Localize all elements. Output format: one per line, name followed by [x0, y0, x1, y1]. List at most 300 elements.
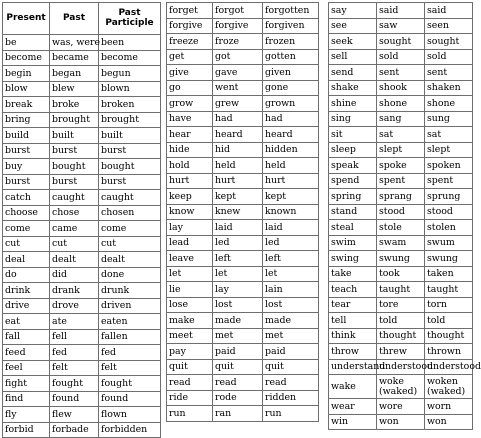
present-cell: burst — [3, 143, 50, 159]
past-participle-cell: flown — [99, 407, 161, 423]
past-cell: spoke — [377, 158, 425, 174]
past-participle-cell: hidden — [263, 142, 319, 158]
table-row — [167, 189, 319, 205]
table-row — [329, 266, 473, 282]
past-participle-cell: shone — [425, 96, 473, 112]
past-participle-cell: sprung — [425, 189, 473, 205]
past-cell: laid — [213, 220, 263, 236]
table-row — [167, 65, 319, 81]
present-cell: run — [167, 406, 213, 422]
table-row — [3, 112, 161, 128]
past-cell: fought — [50, 376, 99, 392]
present-cell: spend — [329, 173, 377, 189]
past-participle-cell: brought — [99, 112, 161, 128]
past-participle-cell: swum — [425, 235, 473, 251]
present-cell: build — [3, 128, 50, 144]
present-cell: shine — [329, 96, 377, 112]
present-cell: let — [167, 266, 213, 282]
past-participle-cell: burst — [99, 174, 161, 190]
past-cell: hid — [213, 142, 263, 158]
table-row — [329, 80, 473, 96]
past-participle-cell: slept — [425, 142, 473, 158]
past-participle-cell: torn — [425, 297, 473, 313]
table-row — [3, 97, 161, 113]
table-row — [3, 81, 161, 97]
table-row — [329, 3, 473, 19]
past-participle-cell: sat — [425, 127, 473, 143]
present-cell: find — [3, 391, 50, 407]
table-row — [167, 80, 319, 96]
past-cell: dealt — [50, 252, 99, 268]
past-participle-cell: fed — [99, 345, 161, 361]
present-cell: become — [3, 50, 50, 66]
past-cell: sprang — [377, 189, 425, 205]
past-participle-cell: read — [263, 375, 319, 391]
table-row — [3, 236, 161, 252]
past-cell: became — [50, 50, 99, 66]
present-cell: pay — [167, 344, 213, 360]
table-row — [329, 399, 473, 415]
past-cell: froze — [213, 34, 263, 50]
table-row — [167, 297, 319, 313]
present-cell: forget — [167, 3, 213, 19]
table-row — [167, 282, 319, 298]
present-cell: make — [167, 313, 213, 329]
past-participle-cell: been — [99, 35, 161, 51]
past-cell: swung — [377, 251, 425, 267]
past-participle-cell: made — [263, 313, 319, 329]
past-participle-cell: paid — [263, 344, 319, 360]
past-cell: broke — [50, 97, 99, 113]
verb-table-2 — [166, 2, 319, 422]
present-cell: read — [167, 375, 213, 391]
past-participle-cell: hurt — [263, 173, 319, 189]
past-participle-cell: spent — [425, 173, 473, 189]
past-participle-cell: broken — [99, 97, 161, 113]
past-cell: told — [377, 313, 425, 329]
table-row — [3, 376, 161, 392]
past-cell: forgive — [213, 18, 263, 34]
verb-table-1 — [2, 2, 161, 438]
present-cell: keep — [167, 189, 213, 205]
table-row — [3, 360, 161, 376]
table-row — [167, 127, 319, 143]
past-participle-cell: forgiven — [263, 18, 319, 34]
table-row — [167, 34, 319, 50]
past-participle-cell: come — [99, 221, 161, 237]
table-row — [167, 18, 319, 34]
past-participle-cell: taken — [425, 266, 473, 282]
past-cell: built — [50, 128, 99, 144]
past-participle-cell: woken (waked) — [425, 375, 473, 399]
present-cell: meet — [167, 328, 213, 344]
past-participle-cell: begun — [99, 66, 161, 82]
present-cell: hear — [167, 127, 213, 143]
table-row — [329, 158, 473, 174]
past-cell: burst — [50, 143, 99, 159]
table-row — [167, 204, 319, 220]
past-participle-cell: swung — [425, 251, 473, 267]
present-cell: win — [329, 414, 377, 430]
table-row — [3, 35, 161, 51]
present-cell: leave — [167, 251, 213, 267]
past-participle-cell: felt — [99, 360, 161, 376]
table-row — [329, 173, 473, 189]
past-participle-cell: known — [263, 204, 319, 220]
past-cell: stole — [377, 220, 425, 236]
present-cell: fall — [3, 329, 50, 345]
present-cell: seek — [329, 34, 377, 50]
present-cell: get — [167, 49, 213, 65]
past-participle-cell: burst — [99, 143, 161, 159]
past-cell: saw — [377, 18, 425, 34]
past-cell: made — [213, 313, 263, 329]
past-participle-cell: become — [99, 50, 161, 66]
table-row — [167, 111, 319, 127]
table-row — [329, 251, 473, 267]
table-row — [329, 328, 473, 344]
past-cell: slept — [377, 142, 425, 158]
past-cell: stood — [377, 204, 425, 220]
present-cell: be — [3, 35, 50, 51]
table-row — [329, 282, 473, 298]
past-participle-cell: seen — [425, 18, 473, 34]
present-cell: freeze — [167, 34, 213, 50]
present-cell: lie — [167, 282, 213, 298]
past-cell: let — [213, 266, 263, 282]
present-cell: forbid — [3, 422, 50, 438]
past-cell: won — [377, 414, 425, 430]
table-row — [329, 375, 473, 399]
present-cell: lead — [167, 235, 213, 251]
present-cell: feel — [3, 360, 50, 376]
past-participle-cell: found — [99, 391, 161, 407]
present-cell: deal — [3, 252, 50, 268]
table-row — [3, 298, 161, 314]
present-cell: fly — [3, 407, 50, 423]
present-cell: quit — [167, 359, 213, 375]
past-cell: went — [213, 80, 263, 96]
past-cell: knew — [213, 204, 263, 220]
past-cell: paid — [213, 344, 263, 360]
present-cell: see — [329, 18, 377, 34]
past-cell: blew — [50, 81, 99, 97]
past-participle-cell: told — [425, 313, 473, 329]
header-present: Present — [3, 3, 50, 35]
past-cell: wore — [377, 399, 425, 415]
past-cell: lay — [213, 282, 263, 298]
present-cell: speak — [329, 158, 377, 174]
present-cell: throw — [329, 344, 377, 360]
table-row — [3, 422, 161, 438]
present-cell: take — [329, 266, 377, 282]
table-row — [329, 235, 473, 251]
table-row — [3, 50, 161, 66]
present-cell: catch — [3, 190, 50, 206]
past-cell: threw — [377, 344, 425, 360]
past-cell: shone — [377, 96, 425, 112]
past-participle-cell: blown — [99, 81, 161, 97]
present-cell: begin — [3, 66, 50, 82]
present-cell: sleep — [329, 142, 377, 158]
present-cell: burst — [3, 174, 50, 190]
table-row — [329, 96, 473, 112]
past-participle-cell: drunk — [99, 283, 161, 299]
past-cell: taught — [377, 282, 425, 298]
past-participle-cell: fallen — [99, 329, 161, 345]
past-participle-cell: won — [425, 414, 473, 430]
past-participle-cell: built — [99, 128, 161, 144]
past-cell: grew — [213, 96, 263, 112]
table-row — [167, 328, 319, 344]
table-row — [329, 220, 473, 236]
present-cell: teach — [329, 282, 377, 298]
past-participle-cell: lost — [263, 297, 319, 313]
past-cell: was, were — [50, 35, 99, 51]
table-row — [3, 143, 161, 159]
past-participle-cell: sought — [425, 34, 473, 50]
table-row — [329, 34, 473, 50]
past-cell: began — [50, 66, 99, 82]
table-row — [3, 267, 161, 283]
past-participle-cell: forbidden — [99, 422, 161, 438]
table-row — [329, 49, 473, 65]
table-row — [167, 3, 319, 19]
present-cell: stand — [329, 204, 377, 220]
past-cell: gave — [213, 65, 263, 81]
past-participle-cell: gotten — [263, 49, 319, 65]
present-cell: do — [3, 267, 50, 283]
past-cell: did — [50, 267, 99, 283]
past-cell: rode — [213, 390, 263, 406]
present-cell: shake — [329, 80, 377, 96]
past-participle-cell: quit — [263, 359, 319, 375]
present-cell: break — [3, 97, 50, 113]
table-row — [167, 49, 319, 65]
past-cell: left — [213, 251, 263, 267]
past-cell: forbade — [50, 422, 99, 438]
past-participle-cell: understood — [425, 359, 473, 375]
past-participle-cell: grown — [263, 96, 319, 112]
past-cell: fell — [50, 329, 99, 345]
table-row — [3, 190, 161, 206]
present-cell: feed — [3, 345, 50, 361]
past-participle-cell: thought — [425, 328, 473, 344]
present-cell: choose — [3, 205, 50, 221]
past-participle-cell: thrown — [425, 344, 473, 360]
past-cell: understood — [377, 359, 425, 375]
present-cell: spring — [329, 189, 377, 205]
past-cell: met — [213, 328, 263, 344]
past-participle-cell: laid — [263, 220, 319, 236]
past-cell: forgot — [213, 3, 263, 19]
past-participle-cell: caught — [99, 190, 161, 206]
table-row — [167, 235, 319, 251]
past-cell: sent — [377, 65, 425, 81]
past-participle-cell: driven — [99, 298, 161, 314]
past-participle-cell: ridden — [263, 390, 319, 406]
header-past-participle: Past Participle — [99, 3, 161, 35]
table-row — [167, 313, 319, 329]
past-participle-cell: bought — [99, 159, 161, 175]
table-row — [3, 128, 161, 144]
past-cell: sat — [377, 127, 425, 143]
present-cell: grow — [167, 96, 213, 112]
present-cell: lose — [167, 297, 213, 313]
past-cell: thought — [377, 328, 425, 344]
present-cell: wear — [329, 399, 377, 415]
past-cell: said — [377, 3, 425, 19]
table-row — [167, 406, 319, 422]
present-cell: cut — [3, 236, 50, 252]
past-cell: drank — [50, 283, 99, 299]
past-cell: kept — [213, 189, 263, 205]
past-cell: woke (waked) — [377, 375, 425, 399]
present-cell: understand — [329, 359, 377, 375]
present-cell: wake — [329, 375, 377, 399]
table-row — [329, 414, 473, 430]
table-row — [167, 344, 319, 360]
past-participle-cell: sent — [425, 65, 473, 81]
past-cell: sang — [377, 111, 425, 127]
present-cell: tear — [329, 297, 377, 313]
verb-table-3 — [328, 2, 481, 430]
present-cell: drink — [3, 283, 50, 299]
past-participle-cell: run — [263, 406, 319, 422]
past-participle-cell: worn — [425, 399, 473, 415]
table-row — [167, 96, 319, 112]
present-cell: say — [329, 3, 377, 19]
present-cell: swing — [329, 251, 377, 267]
past-participle-cell: lain — [263, 282, 319, 298]
past-cell: chose — [50, 205, 99, 221]
past-cell: ran — [213, 406, 263, 422]
past-participle-cell: left — [263, 251, 319, 267]
present-cell: sing — [329, 111, 377, 127]
past-participle-cell: given — [263, 65, 319, 81]
past-participle-cell: gone — [263, 80, 319, 96]
present-cell: think — [329, 328, 377, 344]
table-row — [329, 313, 473, 329]
present-cell: fight — [3, 376, 50, 392]
past-participle-cell: spoken — [425, 158, 473, 174]
past-cell: flew — [50, 407, 99, 423]
past-participle-cell: kept — [263, 189, 319, 205]
table-row — [329, 204, 473, 220]
past-participle-cell: held — [263, 158, 319, 174]
past-cell: sold — [377, 49, 425, 65]
past-participle-cell: sung — [425, 111, 473, 127]
present-cell: tell — [329, 313, 377, 329]
past-cell: came — [50, 221, 99, 237]
table-row — [3, 391, 161, 407]
past-participle-cell: fought — [99, 376, 161, 392]
table-row — [329, 359, 473, 375]
past-participle-cell: sold — [425, 49, 473, 65]
table-row — [329, 189, 473, 205]
table-row — [167, 266, 319, 282]
present-cell: blow — [3, 81, 50, 97]
present-cell: bring — [3, 112, 50, 128]
past-cell: ate — [50, 314, 99, 330]
past-cell: brought — [50, 112, 99, 128]
table-row — [167, 220, 319, 236]
present-cell: drive — [3, 298, 50, 314]
present-cell: steal — [329, 220, 377, 236]
past-participle-cell: cut — [99, 236, 161, 252]
present-cell: swim — [329, 235, 377, 251]
table-row — [329, 65, 473, 81]
table-row — [167, 375, 319, 391]
past-participle-cell: taught — [425, 282, 473, 298]
past-cell: bought — [50, 159, 99, 175]
past-participle-cell: said — [425, 3, 473, 19]
header-past: Past — [50, 3, 99, 35]
past-cell: held — [213, 158, 263, 174]
past-cell: heard — [213, 127, 263, 143]
past-cell: lost — [213, 297, 263, 313]
present-cell: hold — [167, 158, 213, 174]
table-row — [167, 158, 319, 174]
table-header-row — [3, 3, 161, 35]
table-row — [3, 159, 161, 175]
past-cell: caught — [50, 190, 99, 206]
present-cell: go — [167, 80, 213, 96]
past-cell: shook — [377, 80, 425, 96]
table-row — [329, 18, 473, 34]
present-cell: know — [167, 204, 213, 220]
table-row — [329, 297, 473, 313]
past-cell: got — [213, 49, 263, 65]
table-row — [167, 359, 319, 375]
past-participle-cell: eaten — [99, 314, 161, 330]
table-row — [3, 205, 161, 221]
present-cell: hide — [167, 142, 213, 158]
present-cell: hurt — [167, 173, 213, 189]
past-participle-cell: stolen — [425, 220, 473, 236]
past-participle-cell: shaken — [425, 80, 473, 96]
present-cell: buy — [3, 159, 50, 175]
present-cell: sell — [329, 49, 377, 65]
present-cell: sit — [329, 127, 377, 143]
past-cell: led — [213, 235, 263, 251]
table-row — [167, 390, 319, 406]
present-cell: lay — [167, 220, 213, 236]
table-row — [167, 142, 319, 158]
past-cell: read — [213, 375, 263, 391]
past-cell: hurt — [213, 173, 263, 189]
past-cell: cut — [50, 236, 99, 252]
past-cell: quit — [213, 359, 263, 375]
table-row — [3, 174, 161, 190]
past-cell: tore — [377, 297, 425, 313]
past-participle-cell: stood — [425, 204, 473, 220]
past-participle-cell: had — [263, 111, 319, 127]
table-row — [3, 66, 161, 82]
table-row — [329, 111, 473, 127]
present-cell: eat — [3, 314, 50, 330]
present-cell: forgive — [167, 18, 213, 34]
past-cell: spent — [377, 173, 425, 189]
past-participle-cell: chosen — [99, 205, 161, 221]
table-row — [329, 344, 473, 360]
table-row — [3, 252, 161, 268]
past-cell: felt — [50, 360, 99, 376]
past-cell: burst — [50, 174, 99, 190]
table-row — [3, 407, 161, 423]
table-row — [167, 251, 319, 267]
table-row — [3, 221, 161, 237]
